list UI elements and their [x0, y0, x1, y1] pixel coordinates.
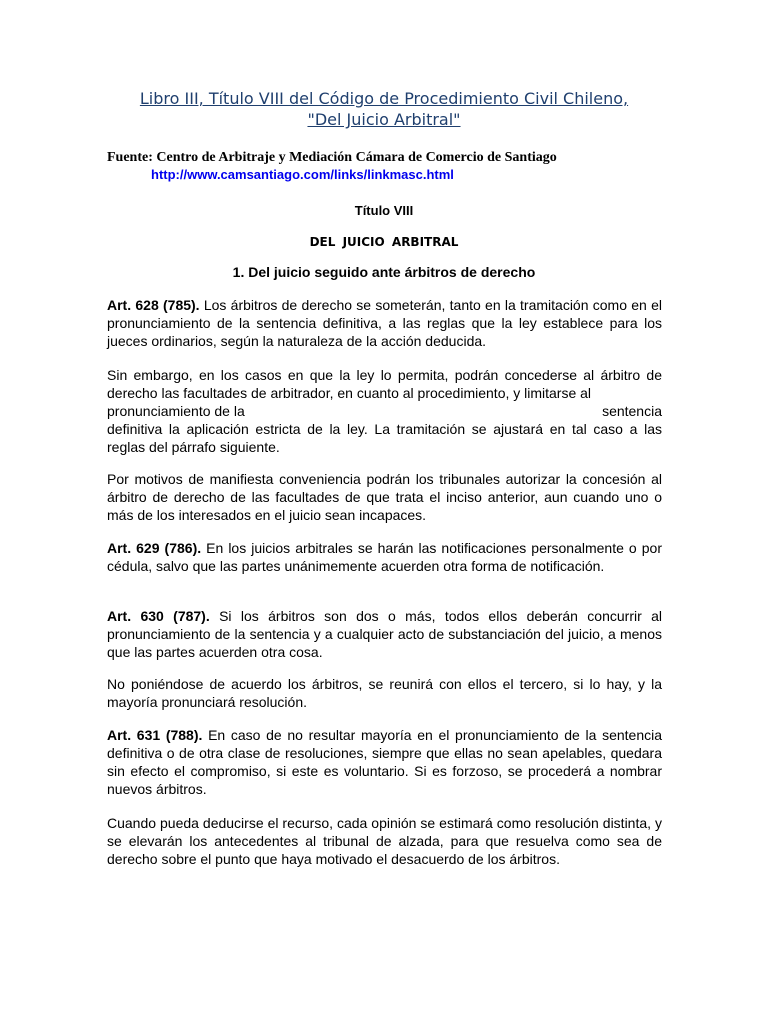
paragraph-sin-embargo-part-c: definitiva la aplicación estricta de la ley. La tramitación se ajustará en tal caso a las reglas del párrafo siguiente.	[107, 421, 662, 455]
article-631	[107, 726, 662, 798]
paragraph-sin-embargo-part-b-left: pronunciamiento de la	[107, 403, 245, 419]
article-631-label: Art. 631 (788).	[107, 727, 203, 743]
paragraph-cuando-pueda: Cuando pueda deducirse el recurso, cada opinión se estimará como resolución distinta, y se elevarán los antecedentes al tribunal de alzada, para que resuelva como sea de derecho sobre el punto que haya motivado el desacuerdo de los árbitros.	[107, 815, 662, 867]
paragraph-sin-embargo-split-line	[107, 402, 662, 420]
paragraph-sin-embargo-part-b-right: sentencia	[602, 403, 662, 419]
source-credit: Fuente: Centro de Arbitraje y Mediación Cámara de Comercio de Santiago	[107, 150, 557, 165]
article-630	[107, 607, 662, 661]
article-628-text: Los árbitros de derecho se someterán, tanto en la tramitación como en el pronunciamiento de la sentencia definitiva, a las reglas que la ley establece para los jueces ordinarios, según la naturaleza de la acción deducida.	[107, 297, 662, 349]
paragraph-no-poniendose: No poniéndose de acuerdo los árbitros, se reunirá con ellos el tercero, si lo hay, y la mayoría pronunciará resolución.	[107, 676, 662, 710]
section-heading: 1. Del juicio seguido ante árbitros de derecho	[232, 264, 536, 280]
article-629	[107, 539, 662, 575]
article-629-label: Art. 629 (786).	[107, 540, 202, 556]
article-630-label: Art. 630 (787).	[107, 608, 210, 624]
document-title	[60, 88, 708, 130]
article-631-text: En caso de no resultar mayoría en el pronunciamiento de la sentencia definitiva o de otra clase de resoluciones, siempre que ellas no sean apelables, quedara sin efecto el compromiso, si este es voluntario. Si es forzoso, se procederá a nombrar nuevos árbitros.	[107, 727, 662, 797]
title-line-1: Libro III, Título VIII del Código de Procedimiento Civil Chileno,	[139, 89, 629, 108]
article-628	[107, 296, 662, 350]
title-line-2: "Del Juicio Arbitral"	[307, 110, 461, 129]
article-628-label: Art. 628 (785).	[107, 297, 200, 313]
paragraph-sin-embargo-part-a: Sin embargo, en los casos en que la ley lo permita, podrán concederse al árbitro de derecho las facultades de arbitrador, en cuanto al procedimiento, y limitarse al	[107, 367, 662, 401]
heading-titulo: Título VIII	[354, 203, 414, 218]
paragraph-sin-embargo	[107, 366, 662, 456]
source-link[interactable]: http://www.camsantiago.com/links/linkmasc.html	[151, 167, 454, 182]
article-630-text: Si los árbitros son dos o más, todos ellos deberán concurrir al pronunciamiento de la sentencia y a cualquier acto de substanciación del juicio, a menos que las partes acuerden otra cosa.	[107, 608, 662, 660]
article-629-text: En los juicios arbitrales se harán las notificaciones personalmente o por cédula, salvo que las partes unánimemente acuerden otra forma de notificación.	[107, 540, 662, 574]
heading-del-juicio-arbitral: DEL JUICIO ARBITRAL	[309, 235, 459, 249]
paragraph-por-motivos: Por motivos de manifiesta conveniencia podrán los tribunales autorizar la concesión al árbitro de derecho de las facultades de que trata el inciso anterior, aun cuando uno o más de los interesados en el juicio sean incapaces.	[107, 471, 662, 523]
